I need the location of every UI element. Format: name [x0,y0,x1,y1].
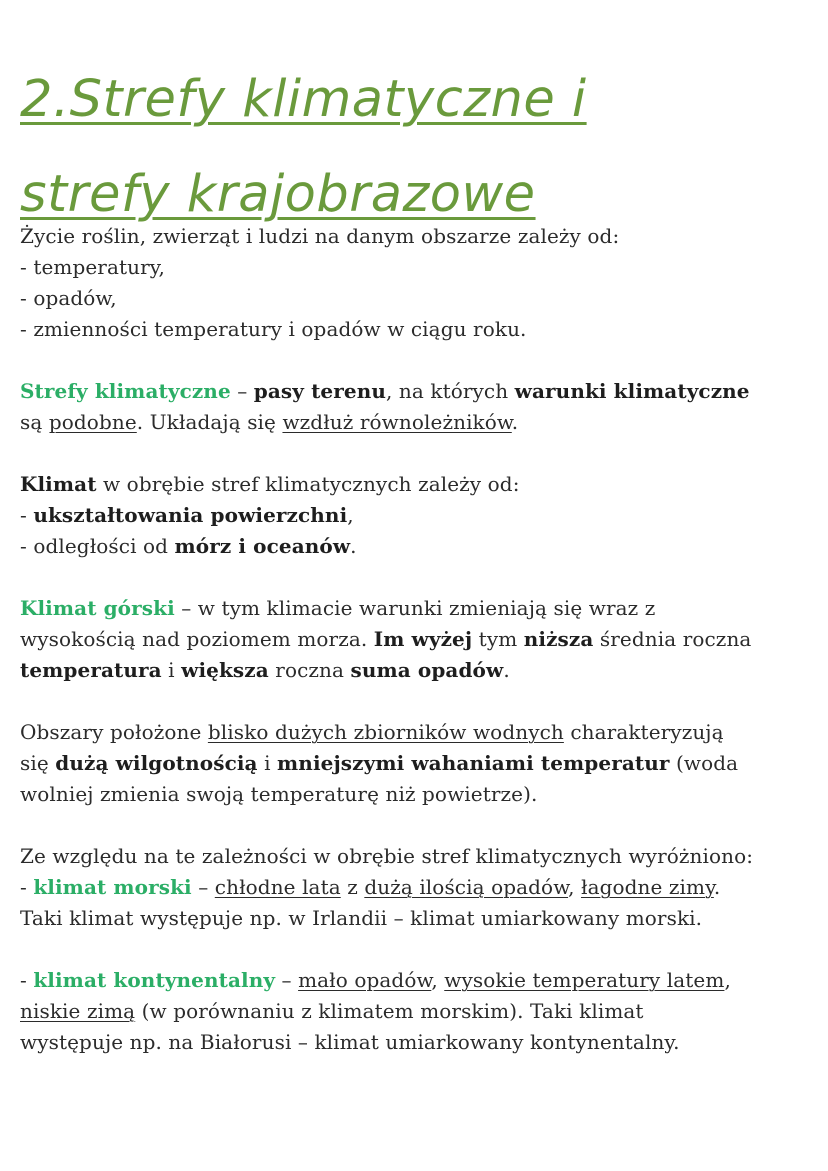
gorski-paragraph: Klimat górski – w tym klimacie warunki zmieniają się wraz z wysokością nad poziomem morza. Im wyżej tym niższa średnia roczna temperatura i większa roczna suma opadów. [20,596,752,682]
kontynentalny-paragraph: - klimat kontynentalny – mało opadów, wysokie temperatury latem, niskie zimą (w porównaniu z klimatem morskim). Taki klimat występuje np. na Białorusi – klimat umiarkowany kontynentalny. [20,968,731,1054]
strefy-bold-1: pasy terenu [253,379,386,403]
gorski-term: Klimat górski [20,596,175,620]
kontynentalny-term: klimat kontynentalny [33,968,276,992]
morski-paragraph: Ze względu na te zależności w obrębie stref klimatycznych wyróżniono: - klimat morski – chłodne lata z dużą ilością opadów, łagodne zimy. Taki klimat występuje np. w Irlandii – klimat umiarkowany morski. [20,844,754,930]
strefy-bold-2: warunki klimatyczne [514,379,750,403]
intro-item-3: - zmienności temperatury i opadów w ciągu roku. [20,317,527,341]
strefy-underline-2: wzdłuż równoleżników [282,410,512,434]
klimat-paragraph: Klimat w obrębie stref klimatycznych zależy od: - ukształtowania powierzchni, - odległości od mórz i oceanów. [20,472,520,558]
intro-lead: Życie roślin, zwierząt i ludzi na danym obszarze zależy od: [20,224,620,248]
klimat-item-2: mórz i oceanów [174,534,351,558]
strefy-underline-1: podobne [48,410,137,434]
document-body [20,221,812,1089]
title-line-1: 2.Strefy klimatyczne i [20,70,587,130]
strefy-paragraph: Strefy klimatyczne – pasy terenu, na których warunki klimatyczne są podobne. Układają się wzdłuż równoleżników. [20,379,750,434]
morski-term: klimat morski [33,875,192,899]
obszary-paragraph: Obszary położone blisko dużych zbiorników wodnych charakteryzują się dużą wilgotnością i mniejszymi wahaniami temperatur (woda wolniej zmienia swoją temperaturę niż powietrze). [20,720,739,806]
klimat-item-1: ukształtowania powierzchni [33,503,348,527]
intro-item-1: - temperatury, [20,255,165,279]
title-line-2: strefy krajobrazowe [20,165,536,225]
intro-item-2: - opadów, [20,286,117,310]
klimat-term: Klimat [20,472,97,496]
intro-paragraph [20,221,812,345]
strefy-term: Strefy klimatyczne [20,379,231,403]
